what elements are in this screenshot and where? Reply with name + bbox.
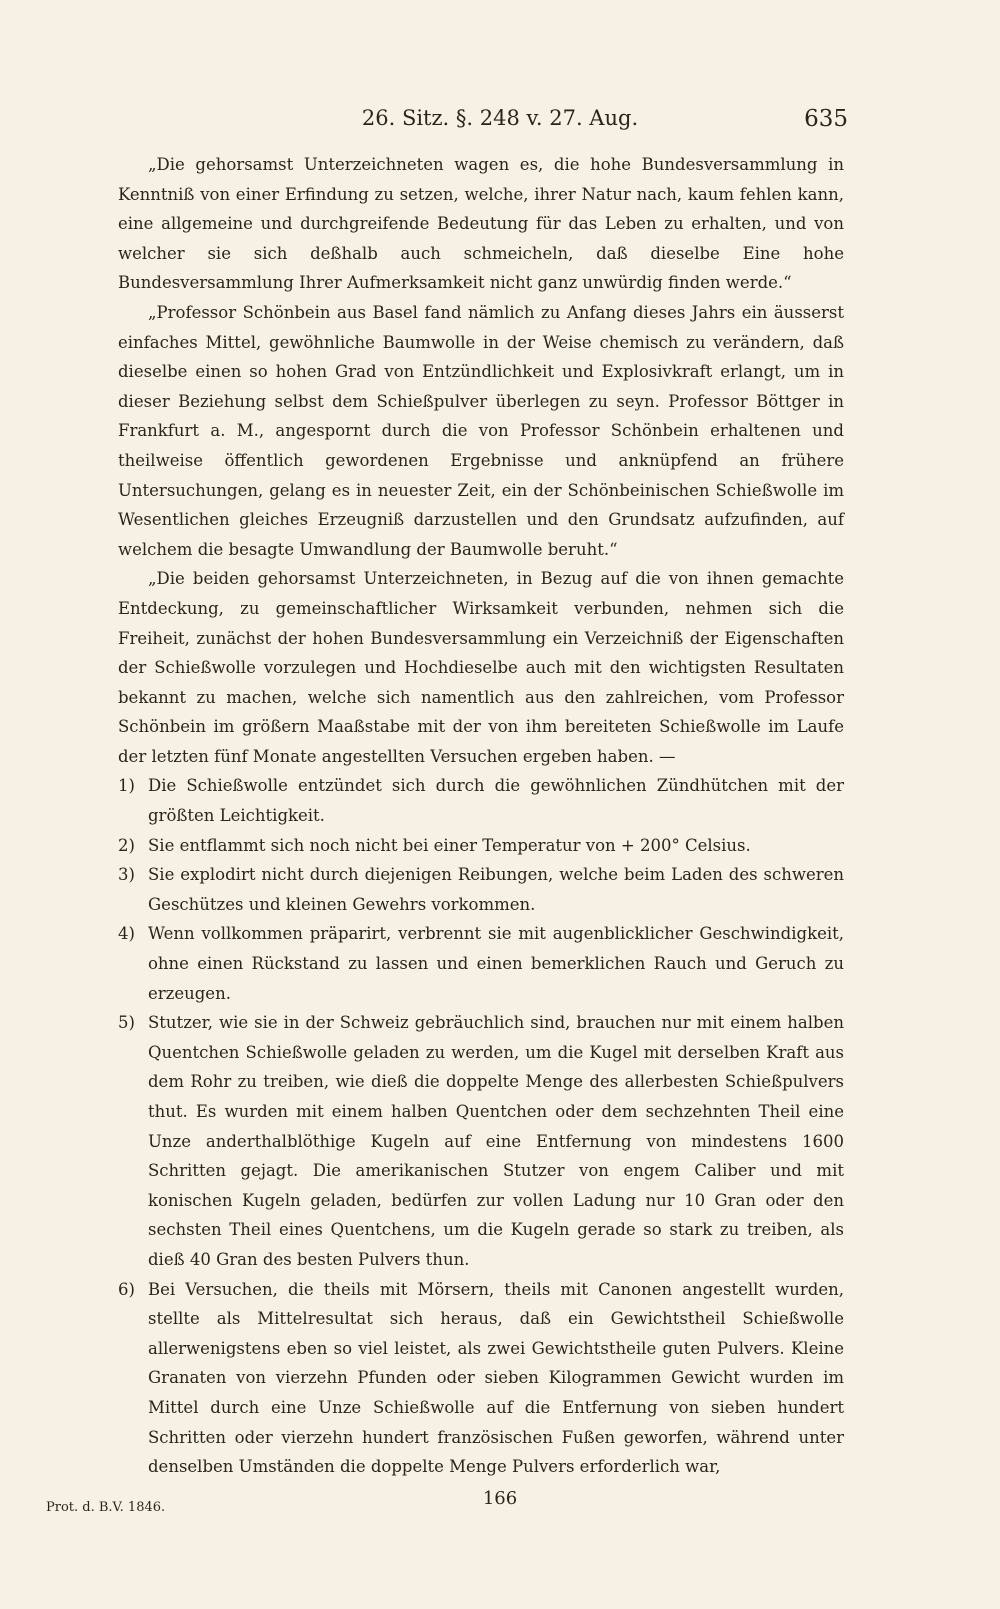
list-item <box>118 1275 844 1482</box>
page-header <box>0 0 1000 140</box>
list-item-text: Sie entflammt sich noch nicht bei einer Temperatur von + 200° Celsius. <box>148 835 751 855</box>
list-item <box>118 831 844 861</box>
list-item-text: Die Schießwolle entzündet sich durch die gewöhnlichen Zündhütchen mit der größten Leichtigkeit. <box>148 776 844 826</box>
list-item-number: 2) <box>118 835 135 855</box>
paragraph: „Professor Schönbein aus Basel fand nämlich zu Anfang dieses Jahrs ein äusserst einfaches Mittel, gewöhnliche Baumwolle in der Weise chemisch zu verändern, daß dieselbe einen so hohen Grad von Entzündlichkeit und Explosivkraft erlangt, um in dieser Beziehung selbst dem Schießpulver überlegen zu seyn. Professor Böttger in Frankfurt a. M., angespornt durch die von Professor Schönbein erhaltenen und theilweise öffentlich gewordenen Ergebnisse und anknüpfend an frühere Untersuchungen, gelang es in neuester Zeit, ein der Schönbeinischen Schießwolle im Wesentlichen gleiches Erzeugniß darzustellen und den Grundsatz aufzufinden, auf welchem die besagte Umwandlung der Baumwolle beruht.“ <box>118 302 844 559</box>
list-item-text: Stutzer, wie sie in der Schweiz gebräuchlich sind, brauchen nur mit einem halben Quentchen Schießwolle geladen zu werden, um die Kugel mit derselben Kraft aus dem Rohr zu treiben, wie dieß die doppelte Menge des allerbesten Schießpulvers thut. Es wurden mit einem halben Quentchen oder dem sechzehnten Theil eine Unze anderthalblöthige Kugeln auf eine Entfernung von mindestens 1600 Schritten gejagt. Die amerikanischen Stutzer von engem Caliber und mit konischen Kugeln geladen, bedürfen zur vollen Ladung nur 10 Gran oder den sechsten Theil eines Quentchens, um die Kugeln gerade so stark zu treiben, als dieß 40 Gran des besten Pulvers thun. <box>148 1013 844 1269</box>
list-item-number: 5) <box>118 1013 135 1033</box>
list-item-number: 4) <box>118 924 135 944</box>
list-item <box>118 860 844 919</box>
list-item-number: 6) <box>118 1279 135 1299</box>
list-item-text: Wenn vollkommen präparirt, verbrennt sie mit augenblicklicher Geschwindigkeit, ohne einen Rückstand zu lassen und einen bemerklichen Rauch und Geruch zu erzeugen. <box>148 924 844 1003</box>
list-item <box>118 1008 844 1274</box>
paragraph: „Die beiden gehorsamst Unterzeichneten, in Bezug auf die von ihnen gemachte Entdeckung, zu gemeinschaftlicher Wirksamkeit verbunden, nehmen sich die Freiheit, zunächst der hohen Bundesversammlung ein Verzeichniß der Eigenschaften der Schießwolle vorzulegen und Hochdieselbe auch mit den wichtigsten Resultaten bekannt zu machen, welche sich namentlich aus den zahlreichen, vom Professor Schönbein im größern Maaßstabe mit der von ihm bereiteten Schießwolle im Laufe der letzten fünf Monate angestellten Versuchen ergeben haben. — <box>118 569 844 766</box>
page-footer <box>0 1488 1000 1528</box>
list-item-text: Sie explodirt nicht durch diejenigen Reibungen, welche beim Laden des schweren Geschützes und kleinen Gewehrs vorkommen. <box>148 865 844 914</box>
signature-mark: Prot. d. B.V. 1846. <box>46 1500 166 1515</box>
page-number: 635 <box>804 106 848 132</box>
list-item-number: 1) <box>118 776 135 796</box>
document-body <box>118 150 844 1482</box>
list-item <box>118 771 844 830</box>
running-title: 26. Sitz. §. 248 v. 27. Aug. <box>361 106 639 130</box>
list-item <box>118 919 844 1008</box>
list-item-number: 3) <box>118 865 135 885</box>
list-item-text: Bei Versuchen, die theils mit Mörsern, theils mit Canonen angestellt wurden, stellte als Mittelresultat sich heraus, daß ein Gewichtstheil Schießwolle allerwenigstens eben so viel leistet, als zwei Gewichtstheile guten Pulvers. Kleine Granaten von vierzehn Pfunden oder sieben Kilogrammen Gewicht wurden im Mittel durch eine Unze Schießwolle auf die Entfernung von sieben hundert Schritten oder vierzehn hundert französischen Fußen geworfen, während unter denselben Umständen die doppelte Menge Pulvers erforderlich war, <box>148 1279 844 1477</box>
paragraph: „Die gehorsamst Unterzeichneten wagen es, die hohe Bundesversammlung in Kenntniß von einer Erfindung zu setzen, welche, ihrer Natur nach, kaum fehlen kann, eine allgemeine und durchgreifende Bedeutung für das Leben zu erhalten, und von welcher sie sich deßhalb auch schmeicheln, daß dieselbe Eine hohe Bundesversammlung Ihrer Aufmerksamkeit nicht ganz unwürdig finden werde.“ <box>118 155 844 293</box>
properties-list <box>118 771 844 1481</box>
sheet-number: 166 <box>482 1488 518 1509</box>
